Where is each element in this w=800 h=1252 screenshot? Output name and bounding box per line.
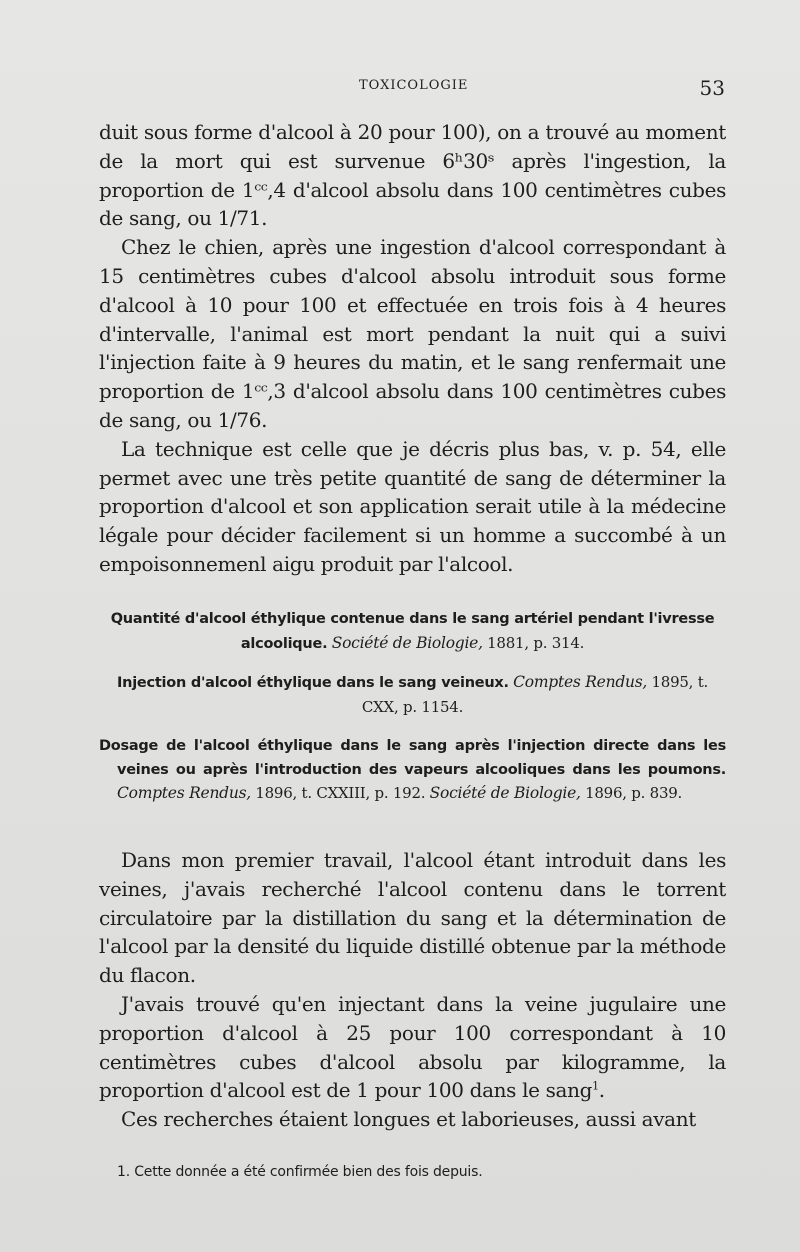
running-head: TOXICOLOGIE <box>359 78 469 93</box>
reference-title: Quantité d'alcool éthylique contenue dans le sang artériel pendant l'ivresse alcoolique. <box>110 611 715 652</box>
paragraph: J'avais trouvé qu'en injectant dans la veine jugulaire une proportion d'alcool à 25 pour 100 correspondant à 10 centimètres cubes d'alcool absolu par kilogramme, la proportion d'alcool est de 1 pour 100 dans le sang$^1$. <box>99 991 726 1103</box>
footnote-marker: 1 <box>592 1079 599 1093</box>
paragraph: La technique est celle que je décris plus bas, v. p. 54, elle permet avec une très petite quantité de sang de déterminer la proportion d'alcool et son application serait utile à la médecine légale pour décider facilement si un homme a succombé à un empoisonnemenl aigu produit par l'alcool. <box>99 436 726 576</box>
footnote: 1. Cette donnée a été confirmée bien des fois depuis. <box>117 1164 483 1180</box>
reference-details-2: 1896, p. 839. <box>585 784 683 802</box>
reference-details: 1896, t. CXXIII, p. 192. <box>255 784 426 802</box>
page-header <box>0 78 800 102</box>
paragraph: Ces recherches étaient longues et laborieuses, aussi avant <box>121 1107 696 1132</box>
paragraph: Dans mon premier travail, l'alcool étant introduit dans les veines, j'avais recherché l'alcool contenu dans le torrent circulatoire par la distillation du sang et la détermination de l'alcool par la densité du liquide distillé obtenue par la méthode du flacon. <box>99 848 726 988</box>
paragraph: duit sous forme d'alcool à 20 pour 100), on a trouvé au moment de la mort qui est survenue 6ʰ30ˢ après l'ingestion, la proportion de 1ᶜᶜ,4 d'alcool absolu dans 100 centimètres cubes de sang, ou 1/71. <box>99 120 726 231</box>
reference-title: Injection d'alcool éthylique dans le sang veineux. <box>116 675 509 691</box>
reference-list <box>99 608 726 822</box>
reference-entry <box>99 735 726 807</box>
body-text-bottom <box>99 846 726 1134</box>
reference-journal-2: Société de Biologie, <box>429 784 581 802</box>
paragraph-text: J'avais trouvé qu'en injectant dans la veine jugulaire une proportion d'alcool à 25 pour 100 correspondant à 10 centimètres cubes d'alcool absolu par kilogramme, la proportion d'alcool est de 1 pour 100 dans le sang <box>99 991 726 1103</box>
reference-journal: Comptes Rendus, <box>513 673 648 691</box>
reference-details: 1895, t. CXX, p. 1154. <box>361 673 708 716</box>
reference-journal: Société de Biologie, <box>331 633 483 652</box>
reference-entry <box>99 671 726 720</box>
page-number: 53 <box>699 76 725 100</box>
reference-details: 1881, p. 314. <box>487 633 585 652</box>
reference-journal: Comptes Rendus, <box>117 784 251 802</box>
reference-entry <box>99 608 726 656</box>
reference-title: Dosage de l'alcool éthylique dans le sang après l'injection directe dans les veines ou après l'introduction des vapeurs alcooliques dans les poumons. <box>99 738 726 778</box>
paragraph: Chez le chien, après une ingestion d'alcool correspondant à 15 centimètres cubes d'alcool absolu introduit sous forme d'alcool à 10 pour 100 et effectuée en trois fois à 4 heures d'intervalle, l'animal est mort pendant la nuit qui a suivi l'injection faite à 9 heures du matin, et le sang renfermait une proportion de 1ᶜᶜ,3 d'alcool absolu dans 100 centimètres cubes de sang, ou 1/76. <box>99 235 726 432</box>
body-text-top <box>99 118 726 579</box>
